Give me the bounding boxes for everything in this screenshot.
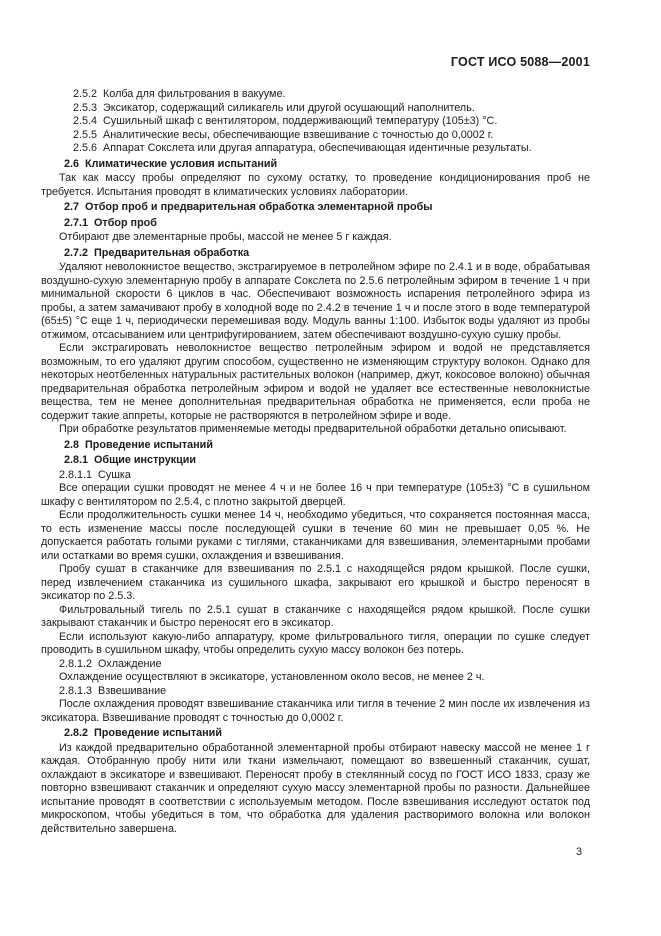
paragraph: Если продолжительность сушки менее 14 ч, необходимо убедиться, что сохраняется постоянная масса, то есть изменение массы после последующей сушки в течение 60 мин не превышает 0,05 %. Не допускается работать голыми руками с тиглями, стаканчиками для взвешивания, элементарными пробами или остатками во время сушки, охлаждения и взвешивания. [41,509,590,562]
paragraph: Если используют какую-либо аппаратуру, кроме фильтровального тигля, операции по сушке следует проводить в сушильном шкафу, чтобы определить сухую массу волокон без потерь. [41,630,590,656]
paragraph: Пробу сушат в стаканчике для взвешивания по 2.5.1 с находящейся рядом крышкой. После сушки, перед извлечением стаканчика из сушильного шкафа, закрывают его крышкой и быстро переносят в эксикатор по 2.5.3. [41,563,590,602]
subclause-label: 2.8.1.3 Взвешивание [59,684,167,697]
paragraph: При обработке результатов применяемые методы предварительной обработки детально описывают. [59,423,567,435]
section-heading: 2.8.1 Общие инструкции [64,454,197,466]
paragraph: Так как массу пробы определяют по сухому остатку, то проведение кондиционирования проб не требуется. Испытания проводят в климатических условиях лаборатории. [41,172,590,198]
section-heading: 2.7.2 Предварительная обработка [64,246,250,259]
paragraph: Если экстрагировать неволокнистое вещество петролейным эфиром и водой не представляется возможным, то его удаляют другим способом, существенно не изменяющим структуру волокон. Однако для некоторых неотбеленных натуральных растительных волокон (например, джут, кокосовое волокно) обычная предварительная обработка петролейным эфиром и водой не удаляет все естественные неволокнистые вещества, тем не менее дополнительная предварительная обработка не применяется, если проба не содержит такие аппреты, которые не растворяются в петролейном эфире и воде. [41,342,590,422]
paragraph: Все операции сушки проводят не менее 4 ч и не более 16 ч при температуре (105±3) °С в сушильном шкафу с вентилятором по 2.5.4, с плотно закрытой дверцей. [41,482,590,508]
document-header: ГОСТ ИСО 5088—2001 [450,55,590,69]
paragraph: Удаляют неволокнистое вещество, экстрагируемое в петролейном эфире по 2.4.1 и в воде, обрабатывая воздушно-сухую элементарную пробу в аппарате Сокслета по 2.5.6 петролейным эфиром в течение 1 ч при минимальной скорости 6 циклов в час. Обеспечивают возможность испарения петролейного эфира из пробы, а затем замачивают пробу в холодной воде по 2.4.2 в течение 1 ч и после этого в воде температурой (65±5) °С еще 1 ч, периодически перемешивая воду. Модуль ванны 1:100. Избыток воды удаляют из пробы отжимом, отсасыванием или центрифугированием, затем обеспечивают воздушно-сухую сушку пробы. [41,261,590,341]
clause-list-item: 2.5.6 Аппарат Сокслета или другая аппаратура, обеспечивающая идентичные результаты. [73,142,532,154]
section-heading: 2.8 Проведение испытаний [64,438,213,451]
clause-list-item: 2.5.4 Сушильный шкаф с вентилятором, поддерживающий температуру (105±3) °С. [73,115,498,127]
subclause-label: 2.8.1.2 Охлаждение [59,657,162,670]
paragraph: Охлаждение осуществляют в эксикаторе, установленном около весов, не менее 2 ч. [59,671,485,683]
paragraph: После охлаждения проводят взвешивание стаканчика или тигля в течение 2 мин после их извлечения из эксикатора. Взвешивание проводят с точностью до 0,0002 г. [41,698,590,724]
document-content [41,88,590,836]
clause-list-item: 2.5.5 Аналитические весы, обеспечивающие взвешивание с точностью до 0,0002 г. [73,128,494,141]
section-heading: 2.7.1 Отбор проб [64,216,157,229]
section-heading: 2.6 Климатические условия испытаний [64,157,278,170]
clause-list-item: 2.5.2 Колба для фильтрования в вакууме. [73,88,286,100]
section-heading: 2.7 Отбор проб и предварительная обработка элементарной пробы [64,201,433,213]
paragraph: Отбирают две элементарные пробы, массой не менее 5 г каждая. [59,231,392,243]
clause-list-item: 2.5.3 Эксикатор, содержащий силикагель или другой осушающий наполнитель. [73,101,475,114]
paragraph: Фильтровальный тигель по 2.5.1 сушат в стаканчике с находящейся рядом крышкой. После сушки закрывают стаканчик и быстро переносят его в эксикатор. [41,603,590,629]
page-number: 3 [575,846,582,858]
paragraph: Из каждой предварительно обработанной элементарной пробы отбирают навеску массой не менее 1 г каждая. Отобранную пробу нити или ткани измельчают, помещают во взвешенный стаканчик, сушат, охлаждают в эксикаторе и взвешивают. Переносят пробу в стеклянный сосуд по ГОСТ ИСО 1833, сразу же повторно взвешивают стаканчик и определяют сухую массу элементарной пробы по разности. Дальнейшее испытание проводят в соответствии с используемым методом. После взвешивания исследуют остаток под микроскопом, чтобы убедиться в том, что обработка для удаления растворимого волокна или волокон действительно завершена. [41,741,590,835]
section-heading: 2.8.2 Проведение испытаний [64,727,222,739]
subclause-label: 2.8.1.1 Сушка [59,468,131,481]
